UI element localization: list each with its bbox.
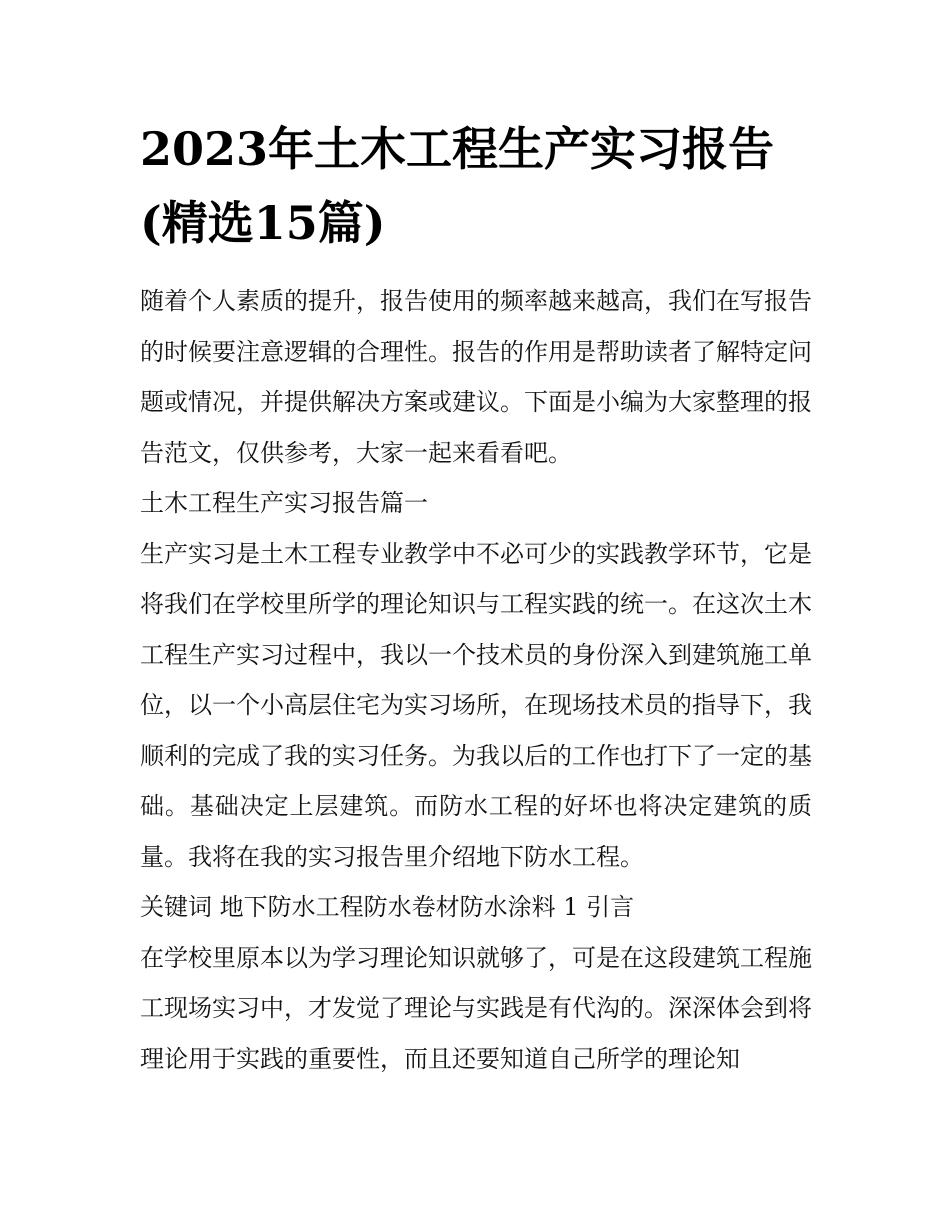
document-title: 2023年土木工程生产实习报告(精选15篇): [140, 122, 775, 250]
body-paragraph-2: 在学校里原本以为学习理论知识就够了，可是在这段建筑工程施工现场实习中，才发觉了理论与实践是有代沟的。深深体会到将理论用于实践的重要性，而且还要知道自己所学的理论知: [140, 943, 812, 1073]
intro-paragraph: 随着个人素质的提升，报告使用的频率越来越高，我们在写报告的时候要注意逻辑的合理性。报告的作用是帮助读者了解特定问题或情况，并提供解决方案或建议。下面是小编为大家整理的报告范文，仅供参考，大家一起来看看吧。: [140, 287, 812, 467]
document-body: [140, 276, 812, 1084]
section-heading: 土木工程生产实习报告篇一: [140, 489, 428, 517]
body-paragraph-1: 生产实习是土木工程专业教学中不必可少的实践教学环节，它是将我们在学校里所学的理论知识与工程实践的统一。在这次土木工程生产实习过程中，我以一个技术员的身份深入到建筑施工单位，以一个小高层住宅为实习场所，在现场技术员的指导下，我顺利的完成了我的实习任务。为我以后的工作也打下了一定的基础。基础决定上层建筑。而防水工程的好坏也将决定建筑的质量。我将在我的实习报告里介绍地下防水工程。: [140, 539, 812, 871]
keywords-line: 关键词 地下防水工程防水卷材防水涂料 1 引言: [140, 893, 635, 921]
